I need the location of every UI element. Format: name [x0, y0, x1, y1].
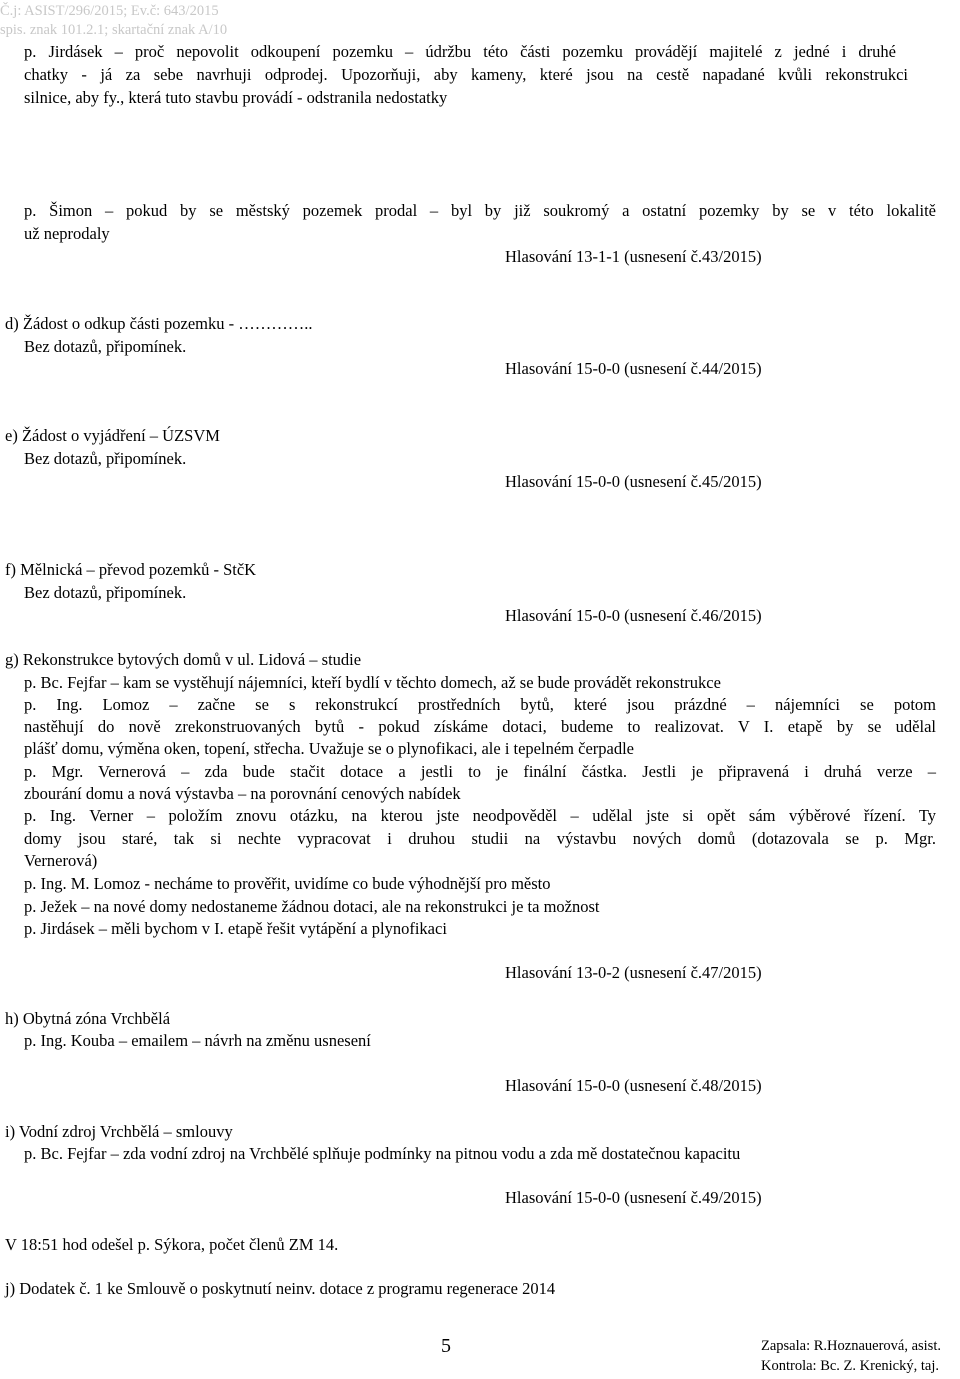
- vote-result: Hlasování 13-1-1 (usnesení č.43/2015): [505, 247, 762, 266]
- departure-note: V 18:51 hod odešel p. Sýkora, počet členů ZM 14.: [5, 1235, 339, 1254]
- agenda-item-title: g) Rekonstrukce bytových domů v ul. Lidová – studie: [5, 650, 362, 669]
- discussion-line: p. Bc. Fejfar – zda vodní zdroj na Vrchbělé splňuje podmínky na pitnou vodu a zda mě dostatečnou kapacitu: [24, 1144, 741, 1163]
- discussion-line: plášť domu, výměna oken, topení, střecha. Uvažuje se o plynofikaci, ale i tepelném čerpadle: [24, 739, 635, 758]
- vote-result: Hlasování 15-0-0 (usnesení č.44/2015): [505, 359, 762, 378]
- agenda-item-note: Bez dotazů, připomínek.: [24, 337, 187, 356]
- discussion-line: p. Ing. Lomoz – začne se s rekonstrukcí prostředních bytů, které jsou prázdné – nájemníci se potom: [24, 695, 936, 714]
- discussion-line: p. Jirdásek – měli bychom v I. etapě řešit vytápění a plynofikaci: [24, 919, 447, 938]
- discussion-line: p. Ing. Kouba – emailem – návrh na změnu usnesení: [24, 1031, 371, 1050]
- paragraph-line: chatky - já za sebe navrhuji odprodej. Upozorňuji, aby kameny, které jsou na cestě napadané kvůli rekonstrukci: [24, 65, 908, 84]
- vote-result: Hlasování 15-0-0 (usnesení č.49/2015): [505, 1188, 762, 1207]
- agenda-item-title: i) Vodní zdroj Vrchbělá – smlouvy: [5, 1122, 233, 1141]
- vote-result: Hlasování 13-0-2 (usnesení č.47/2015): [505, 963, 762, 982]
- discussion-line: p. Bc. Fejfar – kam se vystěhují nájemníci, kteří bydlí v těchto domech, až se bude provádět rekonstrukce: [24, 673, 721, 692]
- discussion-line: Vernerová): [24, 851, 98, 870]
- discussion-line: p. Ing. Verner – položím znovu otázku, na kterou jste neodpověděl – udělal jste si opět sám výběrové řízení. Ty: [24, 806, 936, 825]
- discussion-line: nastěhují do nově zrekonstruovaných bytů - pokud získáme dotaci, budeme to realizovat. V I. etapě by se udělal: [24, 717, 936, 736]
- vote-result: Hlasování 15-0-0 (usnesení č.46/2015): [505, 606, 762, 625]
- paragraph-line: už neprodaly: [24, 224, 110, 243]
- discussion-line: p. Ježek – na nové domy nedostaneme žádnou dotaci, ale na rekonstrukci je ta možnost: [24, 897, 600, 916]
- discussion-line: p. Mgr. Vernerová – zda bude stačit dotace a jestli to je finální částka. Jestli je připravená i druhá verze –: [24, 762, 936, 781]
- vote-result: Hlasování 15-0-0 (usnesení č.48/2015): [505, 1076, 762, 1095]
- agenda-item-title: j) Dodatek č. 1 ke Smlouvě o poskytnutí neinv. dotace z programu regenerace 2014: [5, 1279, 556, 1298]
- discussion-line: zbourání domu a nová výstavba – na porovnání cenových nabídek: [24, 784, 461, 803]
- vote-result: Hlasování 15-0-0 (usnesení č.45/2015): [505, 472, 762, 491]
- paragraph-line: p. Jirdásek – proč nepovolit odkoupení pozemku – údržbu této části pozemku provádějí majitelé z jedné i druhé: [24, 42, 896, 61]
- agenda-item-title: f) Mělnická – převod pozemků - StčK: [5, 560, 257, 579]
- paragraph-line: silnice, aby fy., která tuto stavbu provádí - odstranila nedostatky: [24, 88, 448, 107]
- agenda-item-note: Bez dotazů, připomínek.: [24, 449, 187, 468]
- agenda-item-note: Bez dotazů, připomínek.: [24, 583, 187, 602]
- document-reference: Č.j: ASIST/296/2015; Ev.č: 643/2015: [0, 3, 219, 19]
- filing-mark: spis. znak 101.2.1; skartační znak A/10: [0, 22, 228, 38]
- minutes-author: Zapsala: R.Hoznauerová, asist.: [761, 1338, 941, 1354]
- agenda-item-title: h) Obytná zóna Vrchbělá: [5, 1009, 171, 1028]
- minutes-checker: Kontrola: Bc. Z. Krenický, taj.: [761, 1358, 939, 1374]
- paragraph-line: p. Šimon – pokud by se městský pozemek prodal – byl by již soukromý a ostatní pozemky by se v této lokalitě: [24, 201, 936, 220]
- page-number: 5: [441, 1335, 451, 1357]
- discussion-line: domy jsou staré, tak si nechte vypracovat i druhou studii na výstavbu nových domů (dotazovala se p. Mgr.: [24, 829, 936, 848]
- discussion-line: p. Ing. M. Lomoz - necháme to prověřit, uvidíme co bude výhodnější pro město: [24, 874, 551, 893]
- agenda-item-title: e) Žádost o vyjádření – ÚZSVM: [5, 426, 220, 445]
- agenda-item-title: d) Žádost o odkup části pozemku - …………..: [5, 314, 313, 333]
